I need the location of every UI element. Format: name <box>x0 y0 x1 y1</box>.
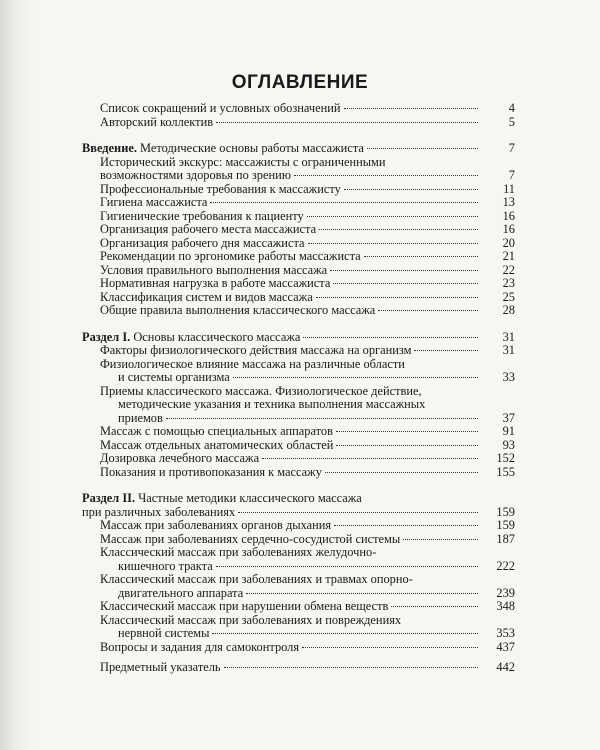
toc-entry-text: Условия правильного выполнения массажа <box>100 262 328 277</box>
toc-entry-text: Массаж при заболеваниях органов дыхания <box>100 518 332 532</box>
dot-leader <box>378 310 478 311</box>
toc-entry[interactable] <box>82 661 515 675</box>
toc-entry-text: Классический массаж при заболеваниях и травмах опорно- <box>100 572 413 586</box>
toc-entry-text: Массаж с помощью специальных аппаратов <box>100 424 333 438</box>
toc-entry-text: Массаж при заболеваниях сердечно-сосудистой системы <box>100 531 401 546</box>
toc-entry[interactable] <box>82 519 515 533</box>
toc-entry[interactable] <box>82 546 515 573</box>
toc-entry[interactable] <box>82 183 515 197</box>
toc-entry[interactable] <box>82 250 515 264</box>
dot-leader <box>302 647 478 648</box>
page-title: ОГЛАВЛЕНИЕ <box>231 72 369 93</box>
toc-entry[interactable] <box>82 439 515 453</box>
toc-page-number: 31 <box>502 329 515 344</box>
toc-page-number: 239 <box>496 585 515 600</box>
toc-page-number: 152 <box>496 451 515 465</box>
dot-leader <box>262 458 478 459</box>
toc-entry-text: при различных заболеваниях <box>82 504 236 519</box>
toc-entry-text: Предметный указатель <box>100 660 221 674</box>
toc-page-number: 16 <box>502 208 515 223</box>
toc-entry[interactable] <box>82 156 515 183</box>
toc-entry[interactable] <box>82 237 515 251</box>
toc-entry[interactable] <box>82 196 515 210</box>
toc-entry-text: и системы организма <box>118 370 230 384</box>
toc-entry-text: Профессиональные требования к массажисту <box>100 181 341 196</box>
dot-leader <box>233 377 478 378</box>
toc-entry-text: Факторы физиологического действия массажа на организм <box>100 343 412 357</box>
toc-page-number: 23 <box>502 276 515 290</box>
toc-page-number: 93 <box>502 437 515 452</box>
toc-entry-text: приемов <box>118 410 163 425</box>
toc-entry[interactable] <box>82 116 515 130</box>
toc-entry-text: кишечного тракта <box>118 558 213 573</box>
toc-page-number: 22 <box>502 262 515 277</box>
toc-page-number: 28 <box>502 303 515 317</box>
dot-leader <box>238 512 478 513</box>
toc-entry-text: двигательного аппарата <box>118 585 244 600</box>
toc-page-number: 5 <box>508 114 515 129</box>
toc-page-number: 25 <box>502 289 515 304</box>
dot-leader <box>403 539 478 540</box>
dot-leader <box>308 243 478 244</box>
toc-entry[interactable] <box>82 277 515 291</box>
page-binding-shadow <box>0 0 34 750</box>
toc-entry[interactable] <box>82 573 515 600</box>
toc-entry-text: Нормативная нагрузка в работе массажиста <box>100 276 331 290</box>
toc-entry[interactable] <box>82 358 515 385</box>
toc-entry[interactable] <box>82 425 515 439</box>
table-of-contents <box>82 102 515 675</box>
toc-entry-text: методические указания и техника выполнения массажных <box>118 397 426 411</box>
toc-entry-text: Гигиена массажиста <box>100 195 208 209</box>
toc-page-number: 187 <box>496 531 515 546</box>
toc-page-number: 348 <box>496 599 515 613</box>
toc-entry-text: Список сокращений и условных обозначений <box>100 101 341 115</box>
dot-leader <box>294 175 478 176</box>
toc-page-number: 20 <box>502 235 515 250</box>
dot-leader <box>334 525 478 526</box>
dot-leader <box>212 633 478 634</box>
toc-page-number: 91 <box>502 424 515 438</box>
toc-page-number: 159 <box>496 518 515 532</box>
toc-entry-text: Массаж отдельных анатомических областей <box>100 437 334 452</box>
toc-entry[interactable] <box>82 264 515 278</box>
toc-entry[interactable] <box>82 210 515 224</box>
toc-page-number: 7 <box>508 168 515 182</box>
toc-section-heading[interactable] <box>82 142 515 156</box>
toc-entry-text: Общие правила выполнения классического массажа <box>100 303 376 317</box>
toc-entry-text: Дозировка лечебного массажа <box>100 451 260 465</box>
dot-leader <box>319 229 478 230</box>
dot-leader <box>414 350 478 351</box>
toc-section-heading[interactable] <box>82 492 515 519</box>
dot-leader <box>246 593 478 594</box>
dot-leader <box>367 148 478 149</box>
toc-entry[interactable] <box>82 466 515 480</box>
toc-entry-text: Раздел I. Основы классического массажа <box>82 329 301 344</box>
toc-entry[interactable] <box>82 344 515 358</box>
toc-entry-text: Гигиенические требования к пациенту <box>100 208 304 223</box>
toc-entry-text: Показания и противопоказания к массажу <box>100 464 322 479</box>
toc-entry[interactable] <box>82 291 515 305</box>
toc-entry[interactable] <box>82 223 515 237</box>
dot-leader <box>166 418 478 419</box>
dot-leader <box>307 216 478 217</box>
toc-entry-text: Авторский коллектив <box>100 114 214 129</box>
dot-leader <box>364 256 478 257</box>
dot-leader <box>344 108 478 109</box>
dot-leader <box>344 189 478 190</box>
dot-leader <box>216 566 478 567</box>
toc-entry-text: Приемы классического массажа. Физиологическое действие, <box>100 383 422 398</box>
toc-entry[interactable] <box>82 641 515 655</box>
toc-entry-text: Классический массаж при нарушении обмена веществ <box>100 599 389 613</box>
toc-entry-text: возможностями здоровья по зрению <box>100 168 292 182</box>
toc-entry-text: Введение. Методические основы работы массажиста <box>82 141 364 155</box>
toc-entry-text: Физиологическое влияние массажа на различные области <box>100 356 405 371</box>
toc-entry-text: Исторический экскурс: массажисты с ограниченными <box>100 154 386 169</box>
toc-entry[interactable] <box>82 385 515 426</box>
toc-entry-text: Классификация систем и видов массажа <box>100 289 313 304</box>
toc-entry[interactable] <box>82 102 515 116</box>
toc-page-number: 353 <box>496 626 515 640</box>
toc-page-number: 31 <box>502 343 515 357</box>
toc-entry[interactable] <box>82 614 515 641</box>
toc-section-label: Раздел II. <box>82 491 139 505</box>
toc-entry-text: Вопросы и задания для самоконтроля <box>100 639 300 654</box>
toc-entry-text: Рекомендации по эргономике работы массажиста <box>100 249 361 263</box>
toc-page-number: 437 <box>496 639 515 654</box>
toc-entry-text: нервной системы <box>118 626 210 640</box>
dot-leader <box>210 202 478 203</box>
toc-entry-text: Организация рабочего дня массажиста <box>100 235 305 250</box>
toc-page-number: 159 <box>496 504 515 519</box>
toc-entry-text: Классический массаж при заболеваниях и повреждениях <box>100 612 402 627</box>
toc-page-number: 4 <box>508 101 515 115</box>
dot-leader <box>391 606 478 607</box>
dot-leader <box>336 431 478 432</box>
toc-entry-text: Классический массаж при заболеваниях желудочно- <box>100 545 377 559</box>
toc-page-number: 21 <box>502 249 515 263</box>
toc-entry-text: Раздел II. Частные методики классического массажа <box>82 491 362 505</box>
toc-section-heading[interactable] <box>82 331 515 345</box>
toc-page-number: 155 <box>496 464 515 479</box>
toc-section-label: Раздел I. <box>82 329 134 344</box>
toc-entry[interactable] <box>82 600 515 614</box>
toc-page-number: 37 <box>502 410 515 425</box>
dot-leader <box>216 122 478 123</box>
toc-page-number: 222 <box>496 558 515 573</box>
dot-leader <box>333 283 478 284</box>
toc-entry[interactable] <box>82 304 515 318</box>
dot-leader <box>224 667 478 668</box>
toc-section-label: Введение. <box>82 141 141 155</box>
toc-page-number: 33 <box>502 370 515 384</box>
dot-leader <box>330 270 478 271</box>
dot-leader <box>316 297 478 298</box>
dot-leader <box>303 337 478 338</box>
dot-leader <box>336 445 478 446</box>
toc-page-number: 11 <box>503 181 515 196</box>
toc-page-number: 442 <box>496 660 515 674</box>
toc-entry[interactable] <box>82 452 515 466</box>
toc-page-number: 13 <box>502 195 515 209</box>
toc-page-number: 16 <box>502 222 515 236</box>
toc-entry[interactable] <box>82 533 515 547</box>
dot-leader <box>325 472 478 473</box>
toc-page-number: 7 <box>508 141 515 155</box>
toc-entry-text: Организация рабочего места массажиста <box>100 222 317 236</box>
toc-spacer <box>82 318 515 331</box>
